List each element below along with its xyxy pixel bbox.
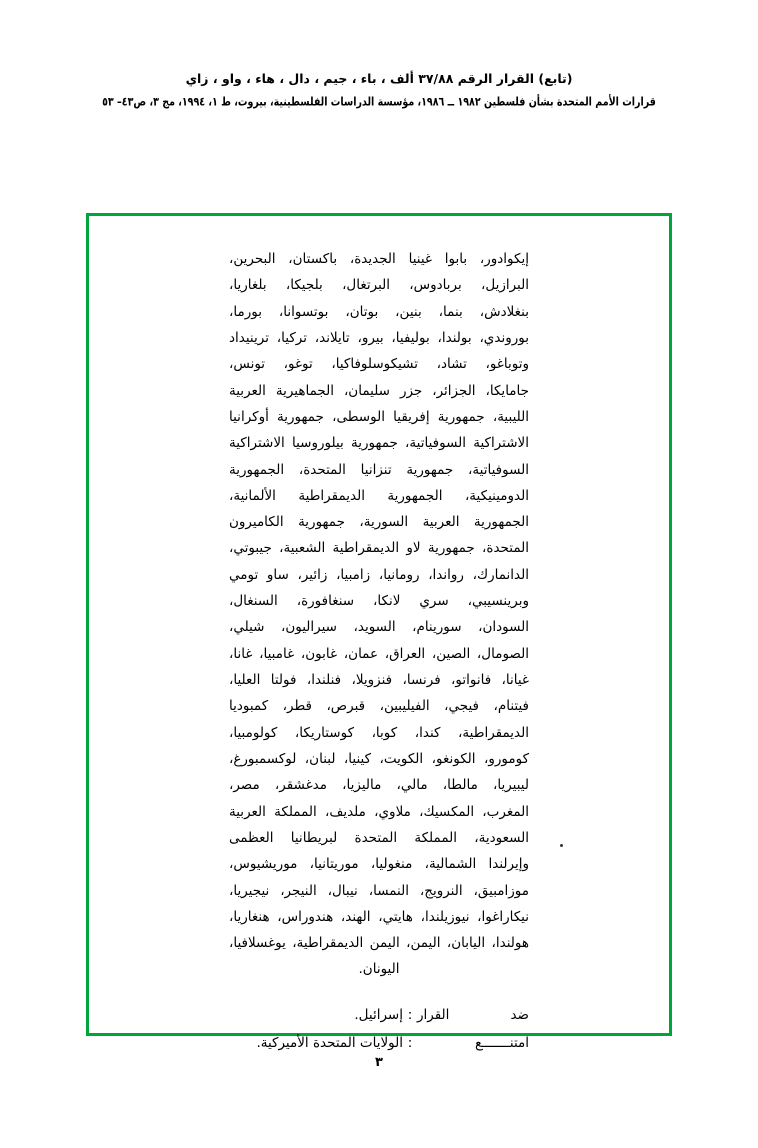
vote-label-abstained: امتنـــــــع bbox=[475, 1035, 529, 1052]
green-border-frame bbox=[86, 213, 672, 1052]
document-page bbox=[0, 70, 758, 1148]
vote-row bbox=[229, 1001, 529, 1029]
vote-results bbox=[229, 1001, 529, 1058]
header-subtitle-source: قرارات الأمم المتحدة بشأن فلسطين ١٩٨٢ ــ ١٩٨٦، مؤسسة الدراسات الفلسطينية، بيروت، ط ١، ١٩٩٤، مج ٣، ص٤٣– ٥٣ bbox=[102, 95, 656, 109]
frame-content bbox=[89, 216, 669, 1052]
vote-colon: : bbox=[407, 1006, 413, 1023]
page-header bbox=[0, 70, 758, 109]
vote-colon: : bbox=[407, 1035, 413, 1052]
header-title: (تابع) القرار الرقم ٣٧/٨٨ ألف ، باء ، جيم ، دال ، هاء ، واو ، زاي bbox=[185, 71, 573, 86]
countries-list-paragraph: إيكوادور، بابوا غينيا الجديدة، باكستان، البحرين، البرازيل، بربادوس، البرتغال، بلجيكا، بلغاريا، بنغلادش، بنما، بنين، بوتان، بوتسوانا، بورما، بوروندي، بولندا، بوليفيا، بيرو، تايلاند، تركيا، ترينيداد وتوباغو، تشاد، تشيكوسلوفاكيا، توغو، تونس، جامايكا، الجزائر، جزر سليمان، الجماهيرية العربية الليبية، جمهورية إفريقيا الوسطى، جمهورية أوكرانيا الاشتراكية السوفياتية، جمهورية بيلوروسيا الاشتراكية السوفياتية، جمهورية تنزانيا المتحدة، الجمهورية الدومينيكية، الجمهورية الديمقراطية الألمانية، الجمهورية العربية السورية، جمهورية الكاميرون المتحدة، جمهورية لاو الديمقراطية الشعبية، جيبوتي، الدانمارك، رواندا، رومانيا، زامبيا، زائير، ساو تومي وبرينسيبي، سري لانكا، سنغافورة، السنغال، السودان، سورينام، السويد، سيراليون، شيلي، الصومال، الصين، العراق، عمان، غابون، غامبيا، غانا، غيانا، فانواتو، فرنسا، فنزويلا، فنلندا، فولتا العليا، فيتنام، فيجي، الفيليبين، قبرص، قطر، كمبوديا الديمقراطية، كندا، كوبا، كوستاريكا، كولومبيا، كومورو، الكونغو، الكويت، كينيا، لبنان، لوكسمبورغ، ليبيريا، مالطا، مالي، ماليزيا، مدغشقر، مصر، المغرب، المكسيك، ملاوي، ملديف، المملكة العربية السعودية، المملكة المتحدة لبريطانيا العظمى وإيرلندا الشمالية، منغوليا، موريتانيا، موريشيوس، موزامبيق، النرويج، النمسا، نيبال، النيجر، نيجيريا، نيكاراغوا، نيوزيلندا، هايتي، الهند، هندوراس، هنغاريا، هولندا، اليابان، اليمن، اليمن الديمقراطية، يوغسلافيا، اليونان. bbox=[229, 251, 529, 978]
vote-row bbox=[229, 1029, 529, 1057]
vote-label-against: ضد القرار bbox=[417, 1006, 529, 1023]
page-number: ٣ bbox=[375, 1055, 383, 1070]
vote-value-abstained: الولايات المتحدة الأميركية. bbox=[256, 1035, 403, 1052]
vote-value-against: إسرائيل. bbox=[354, 1006, 403, 1023]
margin-dot-mark bbox=[560, 844, 563, 847]
